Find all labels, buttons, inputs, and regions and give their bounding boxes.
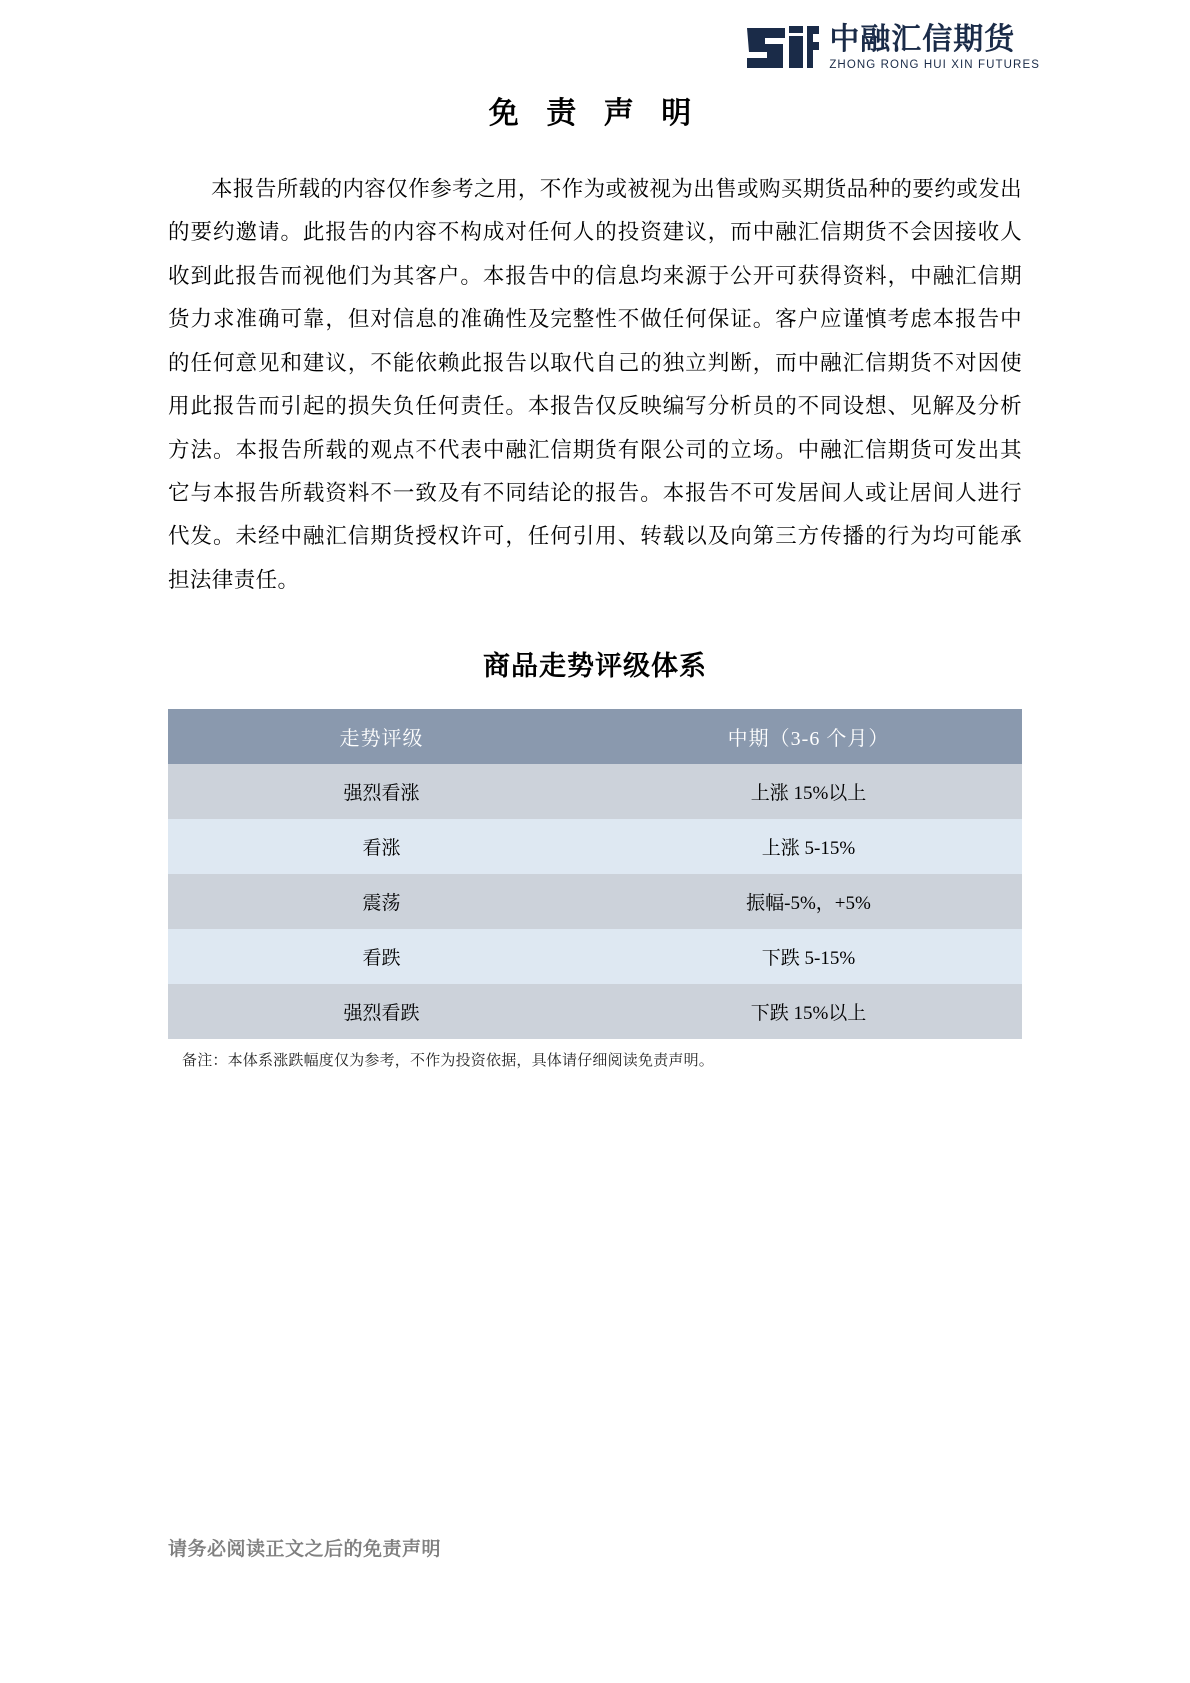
rating-table-body bbox=[168, 764, 1022, 1039]
logo-text bbox=[829, 22, 1040, 72]
logo-name-cn: 中融汇信期货 bbox=[829, 22, 1016, 56]
column-header-range: 中期（3-6 个月） bbox=[595, 709, 1022, 764]
table-row bbox=[168, 764, 1022, 819]
cell-rating: 强烈看涨 bbox=[168, 764, 595, 819]
rating-table-head bbox=[168, 709, 1022, 764]
disclaimer-text: 本报告所载的内容仅作参考之用，不作为或被视为出售或购买期货品种的要约或发出的要约邀请。此报告的内容不构成对任何人的投资建议，而中融汇信期货不会因接收人收到此报告而视他们为其客户。本报告中的信息均来源于公开可获得资料，中融汇信期货力求准确可靠，但对信息的准确性及完整性不做任何保证。客户应谨慎考虑本报告中的任何意见和建议，不能依赖此报告以取代自己的独立判断，而中融汇信期货不对因使用此报告而引起的损失负任何责任。本报告仅反映编写分析员的不同设想、见解及分析方法。本报告所载的观点不代表中融汇信期货有限公司的立场。中融汇信期货可发出其它与本报告所载资料不一致及有不同结论的报告。本报告不可发居间人或让居间人进行代发。未经中融汇信期货授权许可，任何引用、转载以及向第三方传播的行为均可能承担法律责任。 bbox=[168, 177, 1022, 592]
page-title: 免 责 声 明 bbox=[488, 97, 702, 130]
cell-rating: 强烈看跌 bbox=[168, 984, 595, 1039]
table-row bbox=[168, 929, 1022, 984]
table-row bbox=[168, 819, 1022, 874]
table-header-row bbox=[168, 709, 1022, 764]
cell-range: 振幅-5%，+5% bbox=[595, 874, 1022, 929]
page-footer: 请务必阅读正文之后的免责声明 bbox=[168, 1539, 442, 1560]
cell-range: 上涨 5-15% bbox=[595, 819, 1022, 874]
company-logo bbox=[745, 22, 1040, 74]
rating-table bbox=[168, 709, 1022, 1039]
table-note: 备注：本体系涨跌幅度仅为参考，不作为投资依据，具体请仔细阅读免责声明。 bbox=[182, 1052, 715, 1070]
cell-rating: 震荡 bbox=[168, 874, 595, 929]
cell-range: 上涨 15%以上 bbox=[595, 764, 1022, 819]
table-row bbox=[168, 984, 1022, 1039]
cell-range: 下跌 15%以上 bbox=[595, 984, 1022, 1039]
logo-name-en: ZHONG RONG HUI XIN FUTURES bbox=[829, 58, 1040, 71]
column-header-rating: 走势评级 bbox=[168, 709, 595, 764]
zrf-logo-icon bbox=[745, 22, 819, 74]
cell-rating: 看涨 bbox=[168, 819, 595, 874]
cell-range: 下跌 5-15% bbox=[595, 929, 1022, 984]
cell-rating: 看跌 bbox=[168, 929, 595, 984]
rating-section-heading: 商品走势评级体系 bbox=[483, 651, 707, 682]
table-row bbox=[168, 874, 1022, 929]
